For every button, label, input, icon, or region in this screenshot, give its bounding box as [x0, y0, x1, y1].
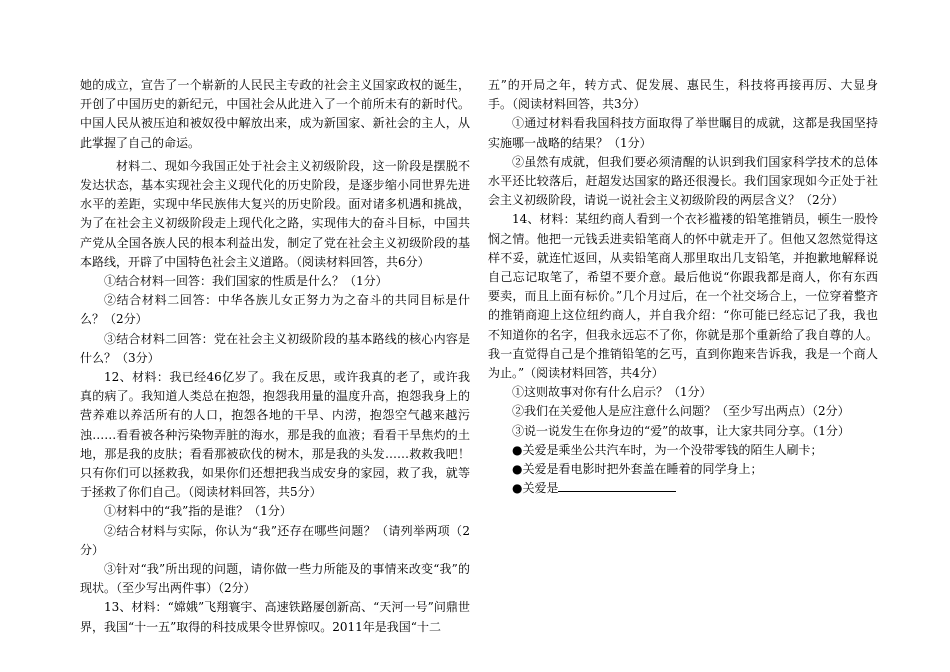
q11-sub1: ①结合材料一回答：我们国家的性质是什么？（1分） [104, 274, 388, 289]
right-column [488, 76, 878, 498]
q14-sub1: ①这则故事对你有什么启示？（1分） [512, 385, 712, 400]
love-example-1: ●关爱是乘坐公共汽车时，为一个没带零钱的陌生人刷卡； [512, 442, 823, 457]
q13-sub2: ②虽然有成就，但我们要必须清醒的认识到我们国家科学技术的总体水平还比较落后，赶超发达国家的路还很漫长。我们国家现如今正处于社会主义初级阶段，请说一说社会主义初级阶段的两层含义？（2分） [488, 154, 878, 208]
q11-sub2: ②结合材料二回答：中华各族儿女正努力为之奋斗的共同目标是什么？（2分） [80, 293, 470, 327]
intro-paragraph: 她的成立，宣告了一个崭新的人民民主专政的社会主义国家政权的诞生，开创了中国历史的新纪元，中国社会从此进入了一个前所未有的新时代。中国人民从被压迫和被奴役中解放出来，成为新国家、新社会的主人，从此掌握了自己的命运。 [80, 78, 470, 150]
left-column [80, 76, 470, 637]
q13-material-start: 13、材料：“嫦娥”飞翔寰宇、高速铁路屡创新高、“天河一号”问鼎世界，我国“十一五”取得的科技成果令世界惊叹。2011年是我国“十二 [80, 600, 470, 634]
q14-sub2: ②我们在关爱他人是应注意什么问题？（至少写出两点）（2分） [512, 404, 850, 419]
answer-blank[interactable] [558, 479, 676, 492]
love-example-3-label: ●关爱是 [512, 481, 559, 496]
q12-sub1: ①材料中的“我”指的是谁？（1分） [104, 504, 292, 519]
q12-sub2: ②结合材料与实际，你认为“我”还存在哪些问题？（请列举两项（2分） [80, 523, 470, 557]
q12-material: 12、材料：我已经46亿岁了。我在反思，或许我真的老了，或许我真的病了。我知道人类总在抱怨，抱怨我用量的温度升高，抱怨我身上的营养难以养活所有的人口，抱怨各地的干旱、内涝，抱怨空气越来越污浊……看看被各种污染物弄脏的海水，那是我的血液；看看干旱焦灼的土地，那是我的皮肤；看看那被砍伐的树木，那是我的头发……救救我吧！只有你们可以拯救我，如果你们还想把我当成安身的家园，救了我，就等于拯救了你们自己。（阅读材料回答，共5分） [80, 370, 470, 500]
q13-sub1: ①通过材料看我国科技方面取得了举世瞩目的成就，这都是我国坚持实施哪一战略的结果？（1分） [488, 116, 878, 150]
love-example-3 [488, 479, 878, 498]
love-example-2: ●关爱是看电影时把外套盖在睡着的同学身上； [512, 462, 763, 477]
q12-sub3: ③针对“我”所出现的问题，请你做一些力所能及的事情来改变“我”的现状。（至少写出两件事）（2分） [80, 562, 470, 596]
q13-material-cont: 五”的开局之年，转方式、促发展、惠民生，科技将再接再厉、大显身手。（阅读材料回答，共3分） [488, 78, 878, 112]
q14-sub3: ③说一说发生在你身边的“爱”的故事，让大家共同分享。（1分） [512, 423, 850, 438]
q14-material: 14、材料：某纽约商人看到一个衣衫褴褛的铅笔推销员，顿生一股怜悯之情。他把一元钱丢进卖铅笔商人的怀中就走开了。但他又忽然觉得这样不妥，就连忙返回，从卖铅笔商人那里取出几支铅笔，并抱歉地解释说自己忘记取笔了，希望不要介意。最后他说“你跟我都是商人，你有东西要卖，而且上面有标价。”几个月过后，在一个社交场合上，一位穿着整齐的推销商迎上这位纽约商人，并自我介绍：“你可能已经忘记了我，我也不知道你的名字，但我永远忘不了你，你就是那个重新给了我自尊的人。我一直觉得自己是个推销铅笔的乞丐，直到你跑来告诉我，我是一个商人为止。”（阅读材料回答，共4分） [488, 212, 878, 381]
material-two-paragraph: 材料二、现如今我国正处于社会主义初级阶段，这一阶段是摆脱不发达状态，基本实现社会主义现代化的历史阶段，是逐步缩小同世界先进水平的差距，实现中华民族伟大复兴的历史阶段。面对诸多机遇和挑战，为了在社会主义初级阶段走上现代化之路，实现伟大的奋斗目标，中国共产党从全国各族人民的根本利益出发，制定了党在社会主义初级阶段的基本路线，开辟了中国特色社会主义道路。（阅读材料回答，共6分） [80, 158, 470, 269]
q11-sub3: ③结合材料二回答：党在社会主义初级阶段的基本路线的核心内容是什么？（3分） [80, 331, 470, 365]
